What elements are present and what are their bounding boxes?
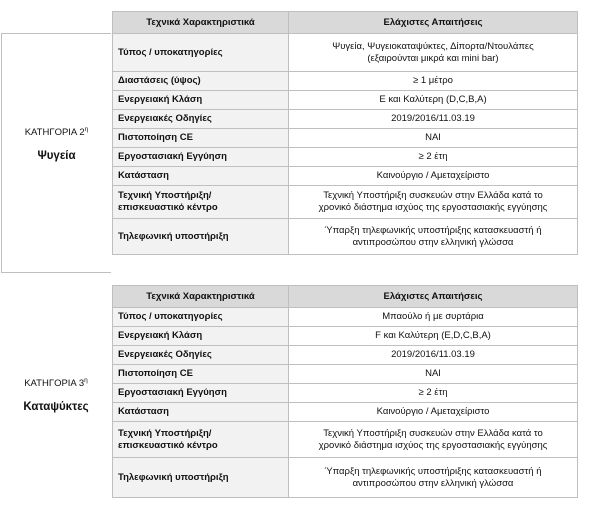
row-value: ≥ 1 μέτρο <box>289 72 578 91</box>
table-row <box>113 219 578 255</box>
row-label: Εργοστασιακή Εγγύηση <box>113 384 289 403</box>
category-3-label: ΚΑΤΗΓΟΡΙΑ $3^\eta$ <box>24 377 88 390</box>
category-3-name: Καταψύκτες <box>23 401 89 414</box>
row-label: Ενεργειακή Κλάση <box>113 91 289 110</box>
table-row <box>113 72 578 91</box>
row-value: Καινούργιο / Αμεταχείριστο <box>289 167 578 186</box>
row-value: Ύπαρξη τηλεφωνικής υποστήριξης κατασκευαστή ή αντιπροσώπου στην ελληνική γλώσσα <box>289 219 578 255</box>
row-value: Τεχνική Υποστήριξη συσκευών στην Ελλάδα κατά το χρονικό διάστημα ισχύος της εργοστασιακής εγγύησης <box>289 422 578 458</box>
row-label: Τεχνική Υποστήριξη/ επισκευαστικό κέντρο <box>113 422 289 458</box>
row-label: Τύπος / υποκατηγορίες <box>113 308 289 327</box>
table-row <box>113 384 578 403</box>
header-requirements: Ελάχιστες Απαιτήσεις <box>289 12 578 34</box>
table-row <box>113 129 578 148</box>
row-value: Καινούργιο / Αμεταχείριστο <box>289 403 578 422</box>
header-characteristics: Τεχνικά Χαρακτηριστικά <box>113 286 289 308</box>
row-value: Ψυγεία, Ψυγειοκαταψύκτες, Δίπορτα/Ντουλάπες (εξαιρούνται μικρά και mini bar) <box>289 34 578 72</box>
category-2-label: ΚΑΤΗΓΟΡΙΑ $2^\eta$ <box>24 126 89 139</box>
row-label: Ενεργειακή Κλάση <box>113 327 289 346</box>
row-value: Ύπαρξη τηλεφωνικής υποστήριξης κατασκευαστή ή αντιπροσώπου στην ελληνική γλώσσα <box>289 458 578 498</box>
category-2-name: Ψυγεία <box>37 150 76 163</box>
table-row <box>113 365 578 384</box>
row-label: Διαστάσεις (ύψος) <box>113 72 289 91</box>
row-value: ΝΑΙ <box>289 129 578 148</box>
row-value: 2019/2016/11.03.19 <box>289 110 578 129</box>
category-3-label-box <box>1 305 111 515</box>
row-label: Ενεργειακές Οδηγίες <box>113 110 289 129</box>
table-row <box>113 91 578 110</box>
row-value: Μπαούλο ή με συρτάρια <box>289 308 578 327</box>
row-label: Κατάσταση <box>113 403 289 422</box>
row-value: Τεχνική Υποστήριξη συσκευών στην Ελλάδα κατά το χρονικό διάστημα ισχύος της εργοστασιακής εγγύησης <box>289 186 578 219</box>
category-3-spec-table <box>112 285 578 498</box>
table-row <box>113 186 578 219</box>
row-label: Πιστοποίηση CE <box>113 129 289 148</box>
category-2-spec-table <box>112 11 578 255</box>
table-row <box>113 110 578 129</box>
table-row <box>113 422 578 458</box>
row-label: Τηλεφωνική υποστήριξη <box>113 458 289 498</box>
category-2-label-box <box>1 33 111 273</box>
row-value: ΝΑΙ <box>289 365 578 384</box>
table-row <box>113 403 578 422</box>
row-label: Τύπος / υποκατηγορίες <box>113 34 289 72</box>
row-label: Κατάσταση <box>113 167 289 186</box>
table-row <box>113 458 578 498</box>
row-value: F και Καλύτερη (E,D,C,B,A) <box>289 327 578 346</box>
row-label: Πιστοποίηση CE <box>113 365 289 384</box>
table-row <box>113 346 578 365</box>
row-label: Ενεργειακές Οδηγίες <box>113 346 289 365</box>
row-value: Ε και Καλύτερη (D,C,B,A) <box>289 91 578 110</box>
row-value: ≥ 2 έτη <box>289 148 578 167</box>
table-header-row <box>113 12 578 34</box>
row-label: Τεχνική Υποστήριξη/ επισκευαστικό κέντρο <box>113 186 289 219</box>
table-row <box>113 327 578 346</box>
table-row <box>113 34 578 72</box>
table-row <box>113 167 578 186</box>
table-row <box>113 308 578 327</box>
row-value: ≥ 2 έτη <box>289 384 578 403</box>
row-label: Τηλεφωνική υποστήριξη <box>113 219 289 255</box>
table-header-row <box>113 286 578 308</box>
header-requirements: Ελάχιστες Απαιτήσεις <box>289 286 578 308</box>
row-label: Εργοστασιακή Εγγύηση <box>113 148 289 167</box>
header-characteristics: Τεχνικά Χαρακτηριστικά <box>113 12 289 34</box>
row-value: 2019/2016/11.03.19 <box>289 346 578 365</box>
table-row <box>113 148 578 167</box>
